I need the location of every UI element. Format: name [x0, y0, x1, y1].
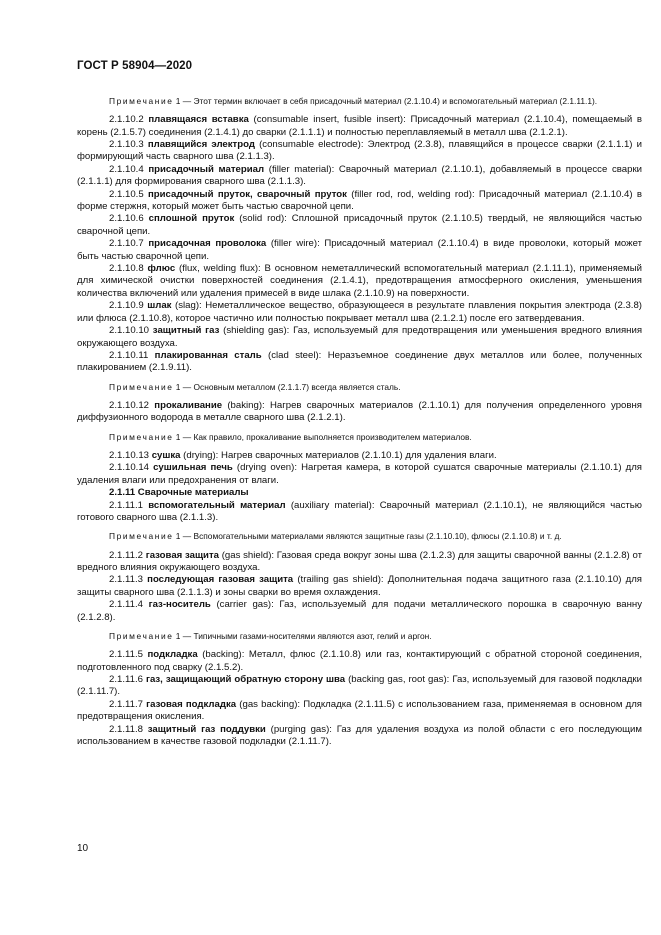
term-definition: [77, 674, 642, 699]
term-text: (backing gas, root gas): Газ, используемый для газовой подкладки (2.1.11.7).: [77, 674, 642, 698]
term-definition: [77, 724, 642, 749]
term-name: последующая газовая защита: [147, 574, 294, 586]
term-definition: [77, 300, 642, 325]
term-text: (filler wire): Присадочный материал (2.1.10.4) в виде проволоки, который может быть частью сварочной цепи.: [77, 238, 642, 262]
term-text: (consumable insert, fusible insert): Присадочный материал (2.1.10.4), помещаемый в корень (2.1.5.7) соединения (2.1.4.1) до сварки (2.1.1.1) и полностью переплавляемый в металл шва (2.1.2.1).: [77, 114, 643, 138]
term-text: (solid rod): Сплошной присадочный пруток (2.1.10.5) твердый, не являющийся частью сварочной цепи.: [77, 213, 642, 237]
note-label: Примечание: [109, 431, 174, 442]
term-name: плавящийся электрод: [147, 139, 255, 151]
term-number: 2.1.10.3: [109, 139, 148, 151]
term-name: присадочная проволока: [148, 238, 267, 250]
document-header: ГОСТ Р 58904—2020: [77, 60, 193, 72]
term-definition: [77, 213, 642, 238]
term-definition: [77, 450, 642, 462]
term-text: (carrier gas): Газ, используемый для подачи металлического порошка в сварочную ванну (2.1.2.8).: [77, 599, 642, 623]
term-text: (filler material): Сварочный материал (2.1.10.1), добавляемый в процессе сварки (2.1.1.1) для формирования сварного шва (2.1.1.3).: [77, 163, 643, 188]
note-label: Примечание: [109, 96, 174, 106]
term-text: (consumable electrode): Электрод (2.3.8), плавящийся в процессе сварки (2.1.1.1) и формирующий часть сварного шва (2.1.1.3).: [77, 139, 642, 163]
term-text: (clad steel): Неразъемное соединение двух металлов или более, полученных плакированием (2.1.9.11).: [77, 349, 643, 374]
term-text: (drying): Нагрев сварочных материалов (2.1.10.1) для удаления влаги.: [180, 449, 497, 461]
term-definition: [77, 114, 642, 139]
term-definition: [77, 699, 642, 724]
term-number: 2.1.10.8: [109, 263, 148, 275]
term-name: защитный газ поддувки: [147, 723, 266, 735]
note: [77, 382, 642, 393]
section-heading: 2.1.11 Сварочные материалы: [109, 487, 249, 499]
term-definition: [77, 500, 642, 525]
term-definition: [77, 599, 642, 624]
note: [77, 531, 642, 542]
term-definition: [77, 574, 642, 599]
note-text: 1 — Этот термин включает в себя присадочный материал (2.1.10.4) и вспомогательный материал (2.1.11.1).: [173, 96, 598, 106]
term-number: 2.1.10.7: [109, 238, 149, 250]
term-number: 2.1.11.8: [109, 723, 148, 735]
term-number: 2.1.11.2: [109, 549, 146, 561]
term-name: сплошной пруток: [148, 213, 235, 225]
note-text: 1 — Основным металлом (2.1.1.7) всегда является сталь.: [173, 381, 401, 392]
note-text: 1 — Типичными газами-носителями являются азот, гелий и аргон.: [173, 631, 432, 642]
term-name: присадочный пруток, сварочный пруток: [148, 188, 347, 200]
term-definition: [77, 238, 642, 263]
term-number: 2.1.10.13: [109, 449, 152, 461]
term-text: (drying oven): Нагретая камера, в которой сушатся сварочные материалы (2.1.10.1) для удаления влаги или предохранения от влаги.: [77, 462, 642, 486]
term-definition: [77, 350, 642, 375]
term-name: прокаливание: [154, 399, 223, 411]
term-name: газ, защищающий обратную сторону шва: [145, 674, 346, 686]
term-number: 2.1.11.7: [109, 698, 147, 710]
term-text: (trailing gas shield): Дополнительная подача защитного газа (2.1.10.10) для защиты сварного шва (2.1.1.3) и зоны сварки во время охлаждения.: [77, 574, 642, 598]
term-definition: [77, 325, 642, 350]
term-name: плакированная сталь: [154, 349, 262, 361]
term-definition: [77, 649, 642, 674]
note-label: Примечание: [109, 531, 174, 542]
term-text: (shielding gas): Газ, используемый для предотвращения или уменьшения вредного влияния окружающего воздуха.: [77, 325, 643, 349]
term-text: (filler rod, rod, welding rod): Присадочный материал (2.1.10.4) в форме стержня, который может быть частью сварочной цепи.: [77, 188, 643, 213]
term-text: (gas backing): Подкладка (2.1.11.5) с использованием газа, применяемая в основном для предотвращения окисления.: [77, 698, 642, 723]
term-number: 2.1.10.5: [109, 188, 148, 200]
note: [77, 432, 642, 443]
term-definition: [77, 550, 642, 575]
term-text: (flux, welding flux): В основном неметаллический вспомогательный материал (2.1.11.1), применяемый для химической очистки поверхностей соединения (2.1.4.1), предотвращения атмосферного окисления, уменьшения количества включений или удаления примесей в виде шлака (2.1.10.9) на поверхности.: [77, 263, 643, 299]
term-name: газ-носитель: [148, 599, 211, 611]
term-name: газовая подкладка: [146, 698, 237, 710]
term-name: плавящаяся вставка: [148, 114, 249, 126]
term-name: флюс: [147, 263, 176, 275]
term-definition: [77, 400, 642, 425]
term-number: 2.1.10.2: [109, 114, 149, 126]
term-text: (baking): Нагрев сварочных материалов (2.1.10.1) для получения определенного уровня диффузионного водорода в металле сварного шва (2.1.2.1).: [77, 399, 642, 424]
note-label: Примечание: [109, 631, 174, 642]
note-label: Примечание: [109, 381, 174, 392]
term-definition: [77, 139, 642, 164]
term-text: (gas shield): Газовая среда вокруг зоны шва (2.1.2.3) для защиты сварочной ванны (2.1.2.8) от вредного влияния окружающего воздуха.: [77, 549, 643, 573]
term-number: 2.1.11.3: [109, 574, 148, 586]
term-name: сушка: [151, 449, 181, 461]
term-number: 2.1.11.1: [109, 499, 149, 511]
term-number: 2.1.10.9: [109, 300, 148, 312]
term-number: 2.1.10.6: [109, 213, 149, 225]
note: [77, 96, 642, 107]
term-number: 2.1.10.10: [109, 325, 153, 337]
term-name: сушильная печь: [153, 462, 233, 474]
term-text: (backing): Металл, флюс (2.1.10.8) или газ, контактирующий с обратной стороной соединения, подготовленного под сварку (2.1.5.2).: [77, 649, 642, 673]
term-number: 2.1.10.4: [109, 163, 149, 175]
term-text: (slag): Неметаллическое вещество, образующееся в результате плавления покрытия электрода (2.3.8) или флюса (2.1.10.8), которое частично или полностью покрывает металл шва (2.1.2.1) после его затвердевания.: [77, 300, 643, 324]
term-number: 2.1.11.4: [109, 599, 149, 611]
document-body: [77, 89, 642, 748]
note: [77, 631, 642, 642]
term-number: 2.1.10.14: [109, 462, 154, 474]
term-number: 2.1.10.12: [109, 399, 155, 411]
term-definition: [77, 164, 642, 189]
term-definition: [77, 189, 642, 214]
page-number: 10: [77, 843, 89, 854]
term-name: вспомогательный материал: [148, 499, 286, 511]
term-text: (purging gas): Газ для удаления воздуха из полой области с его последующим использованием в качестве газовой подкладки (2.1.11.7).: [77, 723, 642, 748]
term-definition: [77, 462, 642, 487]
term-name: присадочный материал: [148, 163, 265, 175]
term-number: 2.1.11.5: [109, 649, 148, 661]
term-name: шлак: [147, 300, 172, 312]
term-name: защитный газ: [152, 325, 220, 337]
term-name: подкладка: [147, 649, 198, 661]
term-number: 2.1.11.6: [109, 674, 146, 686]
term-name: газовая защита: [145, 549, 219, 561]
term-text: (auxiliary material): Сварочный материал (2.1.10.1), не являющийся частью готового сварного шва (2.1.1.3).: [77, 499, 642, 523]
term-number: 2.1.10.11: [109, 349, 155, 361]
term-definition: [77, 263, 642, 300]
note-text: 1 — Как правило, прокаливание выполняется производителем материалов.: [173, 431, 472, 442]
note-text: 1 — Вспомогательными материалами являются защитные газы (2.1.10.10), флюсы (2.1.10.8) и т. д.: [173, 531, 562, 542]
